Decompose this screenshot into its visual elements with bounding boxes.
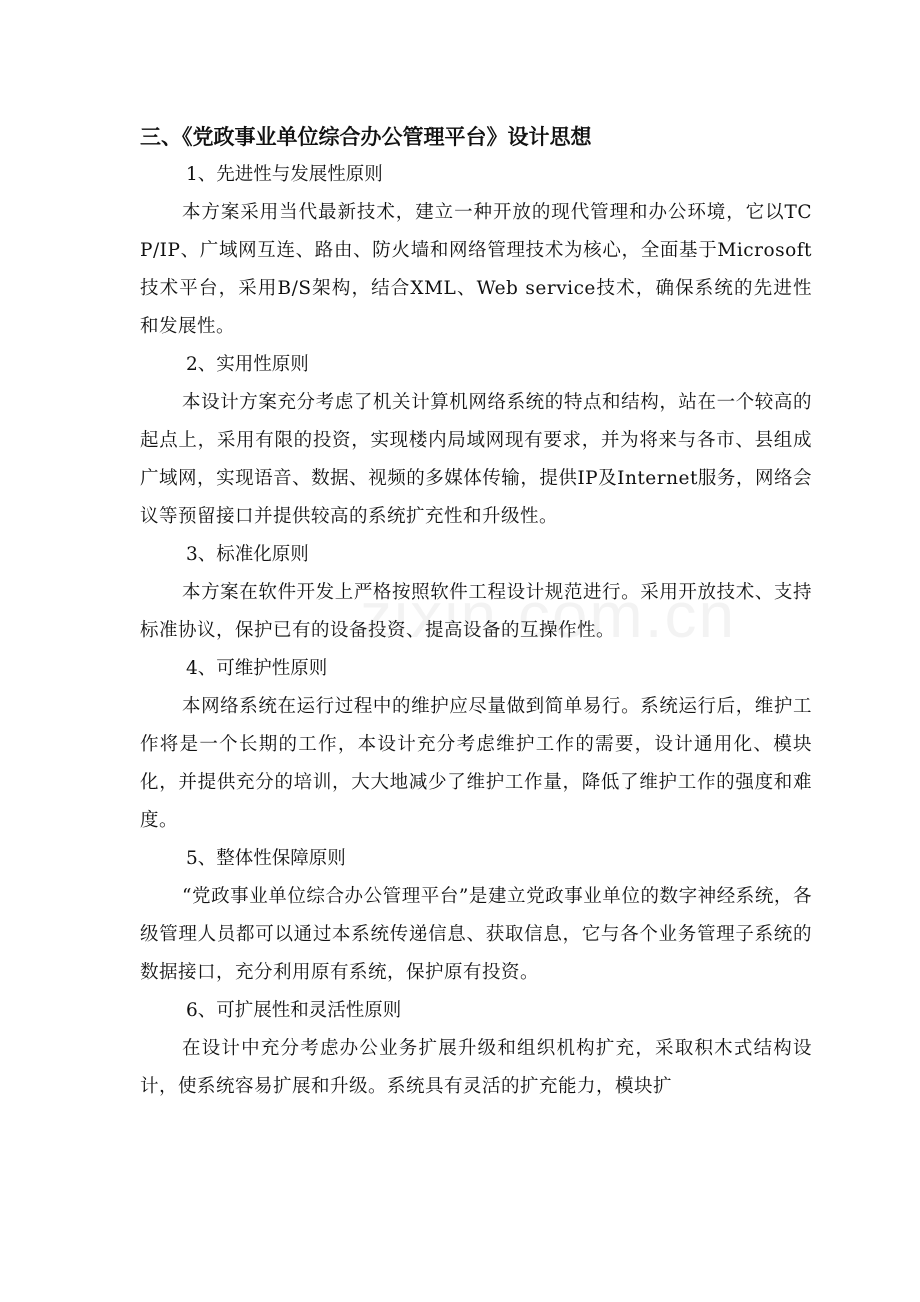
principle-heading: 4、可维护性原则 bbox=[186, 658, 328, 679]
principle-paragraph: 本方案采用当代最新技术，建立一种开放的现代管理和办公环境，它以TCP/IP、广域网互连、路由、防火墙和网络管理技术为核心，全面基于Microsoft技术平台，采用B/S架构，结合XML、Web service技术，确保系统的先进性和发展性。 bbox=[140, 202, 812, 337]
principle-section bbox=[140, 840, 812, 992]
principle-heading: 5、整体性保障原则 bbox=[186, 848, 346, 869]
principle-paragraph: 本网络系统在运行过程中的维护应尽量做到简单易行。系统运行后，维护工作将是一个长期的工作，本设计充分考虑维护工作的需要，设计通用化、模块化，并提供充分的培训，大大地减少了维护工作量，降低了维护工作的强度和难度。 bbox=[140, 696, 812, 831]
document-page bbox=[140, 118, 812, 1106]
principle-heading: 6、可扩展性和灵活性原则 bbox=[186, 1000, 402, 1021]
principle-section bbox=[140, 536, 812, 650]
principle-heading: 2、实用性原则 bbox=[186, 354, 309, 375]
principle-paragraph: 本设计方案充分考虑了机关计算机网络系统的特点和结构，站在一个较高的起点上，采用有限的投资，实现楼内局域网现有要求，并为将来与各市、县组成广域网，实现语音、数据、视频的多媒体传输，提供IP及Internet服务，网络会议等预留接口并提供较高的系统扩充性和升级性。 bbox=[140, 392, 812, 527]
principle-section bbox=[140, 992, 812, 1106]
principle-paragraph: 在设计中充分考虑办公业务扩展升级和组织机构扩充，采取积木式结构设计，使系统容易扩展和升级。系统具有灵活的扩充能力，模块扩 bbox=[140, 1038, 812, 1097]
principle-heading: 1、先进性与发展性原则 bbox=[186, 164, 383, 185]
principle-section bbox=[140, 650, 812, 840]
principle-paragraph: 本方案在软件开发上严格按照软件工程设计规范进行。采用开放技术、支持标准协议，保护已有的设备投资、提高设备的互操作性。 bbox=[140, 582, 812, 641]
principle-section bbox=[140, 346, 812, 536]
principle-heading: 3、标准化原则 bbox=[186, 544, 309, 565]
principle-section bbox=[140, 156, 812, 346]
principle-paragraph: “党政事业单位综合办公管理平台”是建立党政事业单位的数字神经系统，各级管理人员都可以通过本系统传递信息、获取信息，它与各个业务管理子系统的数据接口，充分利用原有系统，保护原有投资。 bbox=[140, 886, 812, 983]
section-title: 三、《党政事业单位综合办公管理平台》设计思想 bbox=[140, 125, 592, 149]
